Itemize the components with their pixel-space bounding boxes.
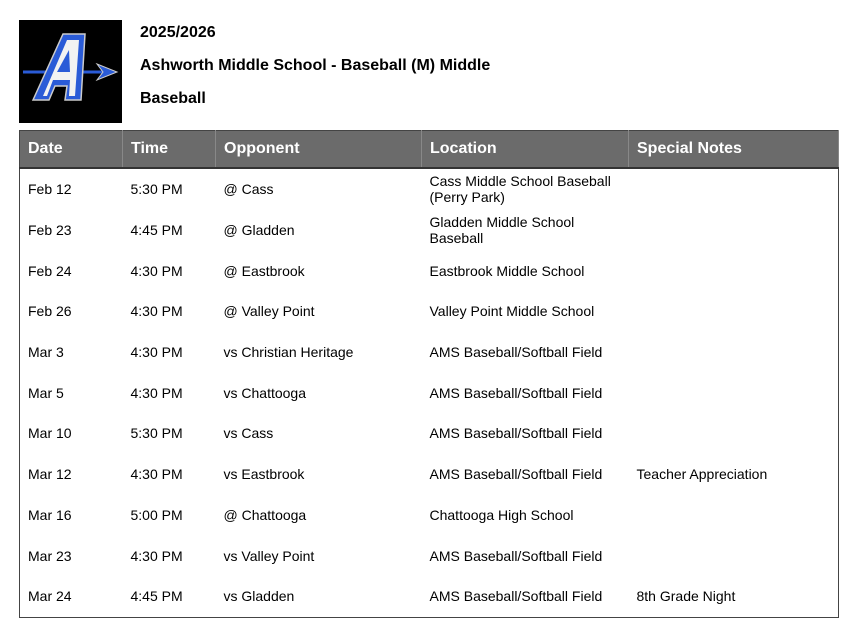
cell-date: Feb 23 xyxy=(28,222,72,239)
cell-notes: 8th Grade Night xyxy=(636,588,736,605)
cell-time: 4:30 PM xyxy=(130,262,183,279)
cell-date: Feb 26 xyxy=(28,303,72,320)
table-row xyxy=(20,535,839,576)
page-title: Ashworth Middle School - Baseball (M) Middle xyxy=(140,57,491,74)
table-row xyxy=(20,372,839,413)
cell-date: Mar 3 xyxy=(28,344,64,361)
table-row xyxy=(20,291,839,332)
cell-notes: Teacher Appreciation xyxy=(636,466,768,483)
cell-date: Feb 24 xyxy=(28,262,72,279)
cell-location: Chattooga High School xyxy=(429,506,574,523)
cell-date: Mar 10 xyxy=(28,425,72,442)
cell-time: 4:45 PM xyxy=(130,222,183,239)
column-header-time: Time xyxy=(123,131,216,169)
cell-notes xyxy=(629,413,839,454)
cell-opponent: vs Gladden xyxy=(223,588,295,605)
sport-label: Baseball xyxy=(140,90,206,107)
cell-location: AMS Baseball/Softball Field xyxy=(429,466,603,483)
cell-time: 4:30 PM xyxy=(130,547,183,564)
cell-date: Mar 5 xyxy=(28,384,64,401)
table-row xyxy=(20,332,839,373)
cell-date: Mar 23 xyxy=(28,547,72,564)
cell-notes xyxy=(629,210,839,251)
cell-opponent: @ Chattooga xyxy=(223,506,307,523)
table-row xyxy=(20,413,839,454)
cell-opponent: vs Cass xyxy=(223,425,274,442)
cell-opponent: @ Cass xyxy=(223,181,274,198)
cell-opponent: @ Valley Point xyxy=(223,303,315,320)
cell-time: 4:30 PM xyxy=(130,466,183,483)
cell-time: 4:30 PM xyxy=(130,303,183,320)
table-row xyxy=(20,250,839,291)
table-header-row xyxy=(20,131,839,169)
cell-time: 5:30 PM xyxy=(130,425,183,442)
cell-opponent: @ Eastbrook xyxy=(223,262,305,279)
table-row xyxy=(20,168,839,210)
cell-location: Gladden Middle School Baseball xyxy=(429,214,575,247)
cell-time: 5:00 PM xyxy=(130,506,183,523)
cell-opponent: vs Chattooga xyxy=(223,384,306,401)
cell-opponent: vs Eastbrook xyxy=(223,466,305,483)
table-row xyxy=(20,210,839,251)
table-row xyxy=(20,576,839,617)
cell-location: Cass Middle School Baseball (Perry Park) xyxy=(429,173,611,206)
cell-location: AMS Baseball/Softball Field xyxy=(429,425,603,442)
cell-location: Eastbrook Middle School xyxy=(429,262,585,279)
cell-date: Mar 16 xyxy=(28,506,72,523)
cell-location: AMS Baseball/Softball Field xyxy=(429,588,603,605)
cell-notes xyxy=(629,535,839,576)
cell-time: 4:30 PM xyxy=(130,344,183,361)
cell-date: Mar 12 xyxy=(28,466,72,483)
cell-opponent: vs Christian Heritage xyxy=(223,344,354,361)
cell-opponent: vs Valley Point xyxy=(223,547,315,564)
season-label: 2025/2026 xyxy=(140,24,216,41)
cell-time: 4:45 PM xyxy=(130,588,183,605)
cell-notes xyxy=(629,372,839,413)
table-row xyxy=(20,495,839,536)
cell-location: AMS Baseball/Softball Field xyxy=(429,344,603,361)
column-header-opponent: Opponent xyxy=(216,131,422,169)
cell-location: Valley Point Middle School xyxy=(429,303,595,320)
cell-opponent: @ Gladden xyxy=(223,222,295,239)
cell-date: Feb 12 xyxy=(28,181,72,198)
cell-notes xyxy=(629,332,839,373)
column-header-special-notes: Special Notes xyxy=(629,131,839,169)
column-header-location: Location xyxy=(422,131,629,169)
cell-location: AMS Baseball/Softball Field xyxy=(429,547,603,564)
school-logo xyxy=(19,20,122,123)
cell-notes xyxy=(629,291,839,332)
schedule-table xyxy=(19,130,839,618)
cell-location: AMS Baseball/Softball Field xyxy=(429,384,603,401)
table-row xyxy=(20,454,839,495)
column-header-date: Date xyxy=(20,131,123,169)
cell-notes xyxy=(629,495,839,536)
cell-notes xyxy=(629,168,839,210)
cell-time: 4:30 PM xyxy=(130,384,183,401)
cell-date: Mar 24 xyxy=(28,588,72,605)
cell-notes xyxy=(629,250,839,291)
cell-time: 5:30 PM xyxy=(130,181,183,198)
